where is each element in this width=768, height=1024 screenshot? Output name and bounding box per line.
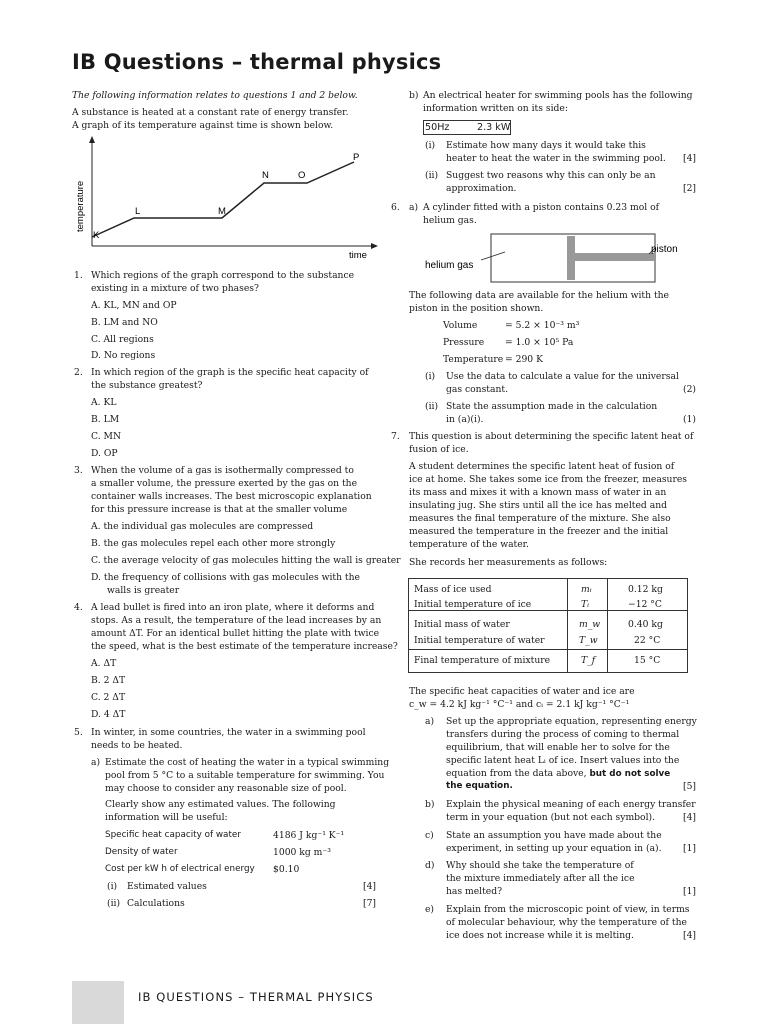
q1-option-b: B. LM and NO [91,317,158,328]
q7-c-label: c) [425,830,434,841]
q4-option-a: A. ΔT [91,658,117,669]
q1-line-2: existing in a mixture of two phases? [91,283,259,294]
q6-volume-label: Volume [443,320,478,331]
q7-d-label: d) [425,860,435,871]
q5-a-line-5: information will be useful: [105,812,228,823]
q5-line-1: In winter, in some countries, the water in a swimming pool [91,727,366,738]
q5-a-line-3: may choose to consider any reasonable size of pool. [105,783,347,794]
q3-option-d-line-2: walls is greater [107,585,180,596]
q6-i-line-1: Use the data to calculate a value for the universal [446,371,679,382]
q1-number: 1. [74,270,83,281]
q5-a-line-1: Estimate the cost of heating the water in a typical swimming [105,757,390,768]
table-row-5-value: 15 °C [634,655,661,666]
q7-a-line-4: specific latent heat Lᵢ of ice. Insert values into the [446,755,680,766]
q6-temperature-label: Temperature [443,354,504,365]
intro-line-2: A graph of its temperature against time is shown below. [72,120,334,131]
q7-b-line-1: Explain the physical meaning of each energy transfer [446,799,696,810]
q7-e-line-1: Explain from the microscopic point of view, in terms [446,904,690,915]
q7-b-mark: [4] [682,812,696,823]
q7-c-line-1: State an assumption you have made about the [446,830,662,841]
q3-option-c: C. the average velocity of gas molecules hitting the wall is greater [91,555,401,566]
q7-b-label: b) [425,799,435,810]
q7-records: She records her measurements as follows: [409,557,608,568]
table-row-2-label: Initial temperature of ice [414,599,532,610]
q6-i-label: (i) [425,371,436,382]
q7-a-emphasis-2: the equation. [446,781,513,791]
gas-label: helium gas [425,260,474,271]
table-row-1-value: 0.12 kg [628,584,663,595]
table-col-divider-2 [607,579,608,672]
table-row-3-value: 0.40 kg [628,619,663,630]
q7-number: 7. [391,431,400,442]
footer-title: IB QUESTIONS – THERMAL PHYSICS [138,990,374,1004]
x-axis-arrow [371,243,378,249]
q7-line-1: This question is about determining the specific latent heat of [409,431,694,442]
q5-a-i-mark: [4] [362,881,376,892]
q5-b-i-mark: [4] [682,153,696,164]
heater-frequency: 50Hz [425,122,450,133]
q2-number: 2. [74,367,83,378]
q6-i-line-2: gas constant. [446,384,509,395]
table-row-2-value: −12 °C [628,599,662,610]
table-row-1-symbol: mᵢ [581,584,592,595]
q1-option-a: A. KL, MN and OP [91,300,177,311]
q5-line-2: needs to be heated. [91,740,183,751]
q7-para-line-1: A student determines the specific latent heat of fusion of [409,461,675,472]
q5-b-ii-mark: [2] [682,183,696,194]
q7-para-line-3: its mass and mixes it with a known mass of water in an [409,487,667,498]
q3-option-a: A. the individual gas molecules are compressed [91,521,314,532]
q2-option-b: B. LM [91,414,120,425]
table-row-1-label: Mass of ice used [414,584,492,595]
table-row-3-label: Initial mass of water [414,619,510,630]
temperature-time-graph [72,134,382,264]
point-n: N [262,170,269,181]
y-axis-arrow [89,136,95,143]
q7-d-mark: [1] [682,886,696,897]
q4-number: 4. [74,602,83,613]
q7-a-line-2: transfers during the process of coming to thermal [446,729,680,740]
q3-line-2: a smaller volume, the pressure exerted by the gas on the [91,478,358,489]
q7-a-mark: [5] [682,781,696,792]
x-axis-label: time [349,250,367,261]
q7-e-line-2: of molecular behaviour, why the temperature of the [446,917,687,928]
q7-a-emphasis: but do not solve [589,769,671,779]
q4-line-3: amount ΔT. For an identical bullet hitting the plate with twice [91,628,380,639]
point-l: L [135,206,141,217]
q1-option-d: D. No regions [91,350,156,361]
q6-pressure-value: = 1.0 × 10⁵ Pa [505,337,574,348]
q7-a-line-3: equilibrium, that will enable her to solve for the [446,742,670,753]
table-row-3-symbol: m_w [579,619,601,630]
intro-italic: The following information relates to questions 1 and 2 below. [72,90,358,101]
table-row-5-label: Final temperature of mixture [414,655,551,666]
measurement-table [408,578,688,673]
q5-data-label-2: Density of water [105,847,178,857]
q7-c-mark: [1] [682,843,696,854]
q7-para-line-2: ice at home. She takes some ice from the freezer, measures [409,474,687,485]
q6-a-label: a) [409,202,419,213]
q2-line-1: In which region of the graph is the specific heat capacity of [91,367,369,378]
q6-i-mark: (2) [682,384,696,395]
q5-a-i-text: Estimated values [127,881,207,892]
q3-line-4: for this pressure increase is that at the smaller volume [91,504,348,515]
q2-option-c: C. MN [91,431,121,442]
q5-b-line-1: An electrical heater for swimming pools has the following [423,90,693,101]
q5-data-label-3: Cost per kW h of electrical energy [105,864,255,874]
q2-option-a: A. KL [91,397,117,408]
q5-b-i-line-1: Estimate how many days it would take this [446,140,646,151]
q6-data-line-2: piston in the position shown. [409,303,544,314]
q4-option-b: B. 2 ΔT [91,675,126,686]
q5-b-line-2: information written on its side: [423,103,568,114]
q7-para-line-6: measured the temperature in the freezer and the initial [409,526,669,537]
q7-e-label: e) [425,904,435,915]
q3-option-d: D. the frequency of collisions with gas molecules with the [91,572,360,583]
q3-number: 3. [74,465,83,476]
heater-rating-plate [423,120,511,135]
q7-b-line-2: term in your equation (but not each symbol). [446,812,656,823]
q6-a-line-2: helium gas. [423,215,477,226]
q5-b-ii-line-1: Suggest two reasons why this can only be an [446,170,656,181]
q5-a-ii-mark: [7] [362,898,376,909]
y-axis-label: temperature [75,180,86,232]
q3-line-3: container walls increases. The best microscopic explanation [91,491,372,502]
q7-d-line-1: Why should she take the temperature of [446,860,634,871]
q7-a-label: a) [425,716,435,727]
gas-pointer [481,252,505,260]
heater-power: 2.3 kW [477,122,511,133]
q5-number: 5. [74,727,83,738]
q5-data-value-1: 4186 J kg⁻¹ K⁻¹ [273,830,345,841]
q2-option-d: D. OP [91,448,118,459]
q2-line-2: the substance greatest? [91,380,203,391]
q7-para-line-7: temperature of the water. [409,539,529,550]
q7-e-mark: [4] [682,930,696,941]
q5-a-label: a) [91,757,101,768]
q7-para-line-5: measures the final temperature of the mixture. She also [409,513,671,524]
q5-b-ii-label: (ii) [425,170,439,181]
q3-line-1: When the volume of a gas is isothermally compressed to [91,465,354,476]
q1-option-c: C. All regions [91,334,154,345]
q7-para-line-4: insulating jug. She stirs until all the ice has melted and [409,500,668,511]
intro-line-1: A substance is heated at a constant rate of energy transfer. [72,107,349,118]
q6-temperature-value: = 290 K [505,354,543,365]
q7-c-line-2: experiment, in setting up your equation in (a). [446,843,662,854]
q7-e-line-3: ice does not increase while it is melting. [446,930,634,941]
point-k: K [93,230,100,241]
q5-a-line-2: pool from 5 °C to a suitable temperature for swimming. You [105,770,385,781]
table-row-4-symbol: T_w [579,635,598,646]
q6-pressure-label: Pressure [443,337,485,348]
page-title: IB Questions – thermal physics [72,50,442,74]
q5-a-line-4: Clearly show any estimated values. The following [105,799,336,810]
q5-b-i-line-2: heater to heat the water in the swimming pool. [446,153,666,164]
q6-data-line-1: The following data are available for the helium with the [409,290,669,301]
q5-a-ii-label: (ii) [107,898,121,909]
piston-cylinder-diagram [415,228,700,288]
table-col-divider-1 [567,579,568,672]
q6-a-line-1: A cylinder fitted with a piston contains 0.23 mol of [423,202,660,213]
q5-a-ii-text: Calculations [127,898,185,909]
q7-a-line-5-text: equation from the data above, [446,768,587,779]
q6-ii-line-2: in (a)(i). [446,414,484,425]
q7-d-line-3: has melted? [446,886,503,897]
point-o: O [298,170,306,181]
q7-d-line-2: the mixture immediately after all the ice [446,873,635,884]
q5-b-label: b) [409,90,419,101]
q6-ii-label: (ii) [425,401,439,412]
point-m: M [218,206,226,217]
point-p: P [353,152,360,163]
q3-option-b: B. the gas molecules repel each other more strongly [91,538,336,549]
table-row-4-value: 22 °C [634,635,661,646]
table-row-2-symbol: Tᵢ [581,599,589,610]
q5-b-ii-line-2: approximation. [446,183,517,194]
heating-curve [92,162,354,237]
q4-line-4: the speed, what is the best estimate of the temperature increase? [91,641,398,652]
table-row-5-symbol: T_f [581,655,596,666]
q4-option-c: C. 2 ΔT [91,692,126,703]
table-divider-2 [409,649,687,650]
footer-tab [72,981,124,1024]
piston-head [567,236,575,280]
table-row-4-label: Initial temperature of water [414,635,545,646]
q7-line-2: fusion of ice. [409,444,469,455]
q6-ii-mark: (1) [682,414,696,425]
q7-a-line-1: Set up the appropriate equation, representing energy [446,716,697,727]
piston-label: piston [651,244,678,255]
q6-ii-line-1: State the assumption made in the calculation [446,401,658,412]
q1-line-1: Which regions of the graph correspond to the substance [91,270,355,281]
q5-a-i-label: (i) [107,881,118,892]
q5-b-i-label: (i) [425,140,436,151]
q6-volume-value: = 5.2 × 10⁻³ m³ [505,320,580,331]
q5-data-label-1: Specific heat capacity of water [105,830,241,840]
q7-shc-line-2: c_w = 4.2 kJ kg⁻¹ °C⁻¹ and cᵢ = 2.1 kJ kg⁻¹ °C⁻¹ [409,699,630,710]
q4-line-2: stops. As a result, the temperature of the lead increases by an [91,615,382,626]
q4-line-1: A lead bullet is fired into an iron plate, where it deforms and [91,602,375,613]
q5-data-value-2: 1000 kg m⁻³ [273,847,331,858]
q5-data-value-3: $0.10 [273,864,300,875]
piston-rod [575,253,655,261]
q4-option-d: D. 4 ΔT [91,709,126,720]
q6-number: 6. [391,202,400,213]
q7-shc-line-1: The specific heat capacities of water and ice are [409,686,635,697]
